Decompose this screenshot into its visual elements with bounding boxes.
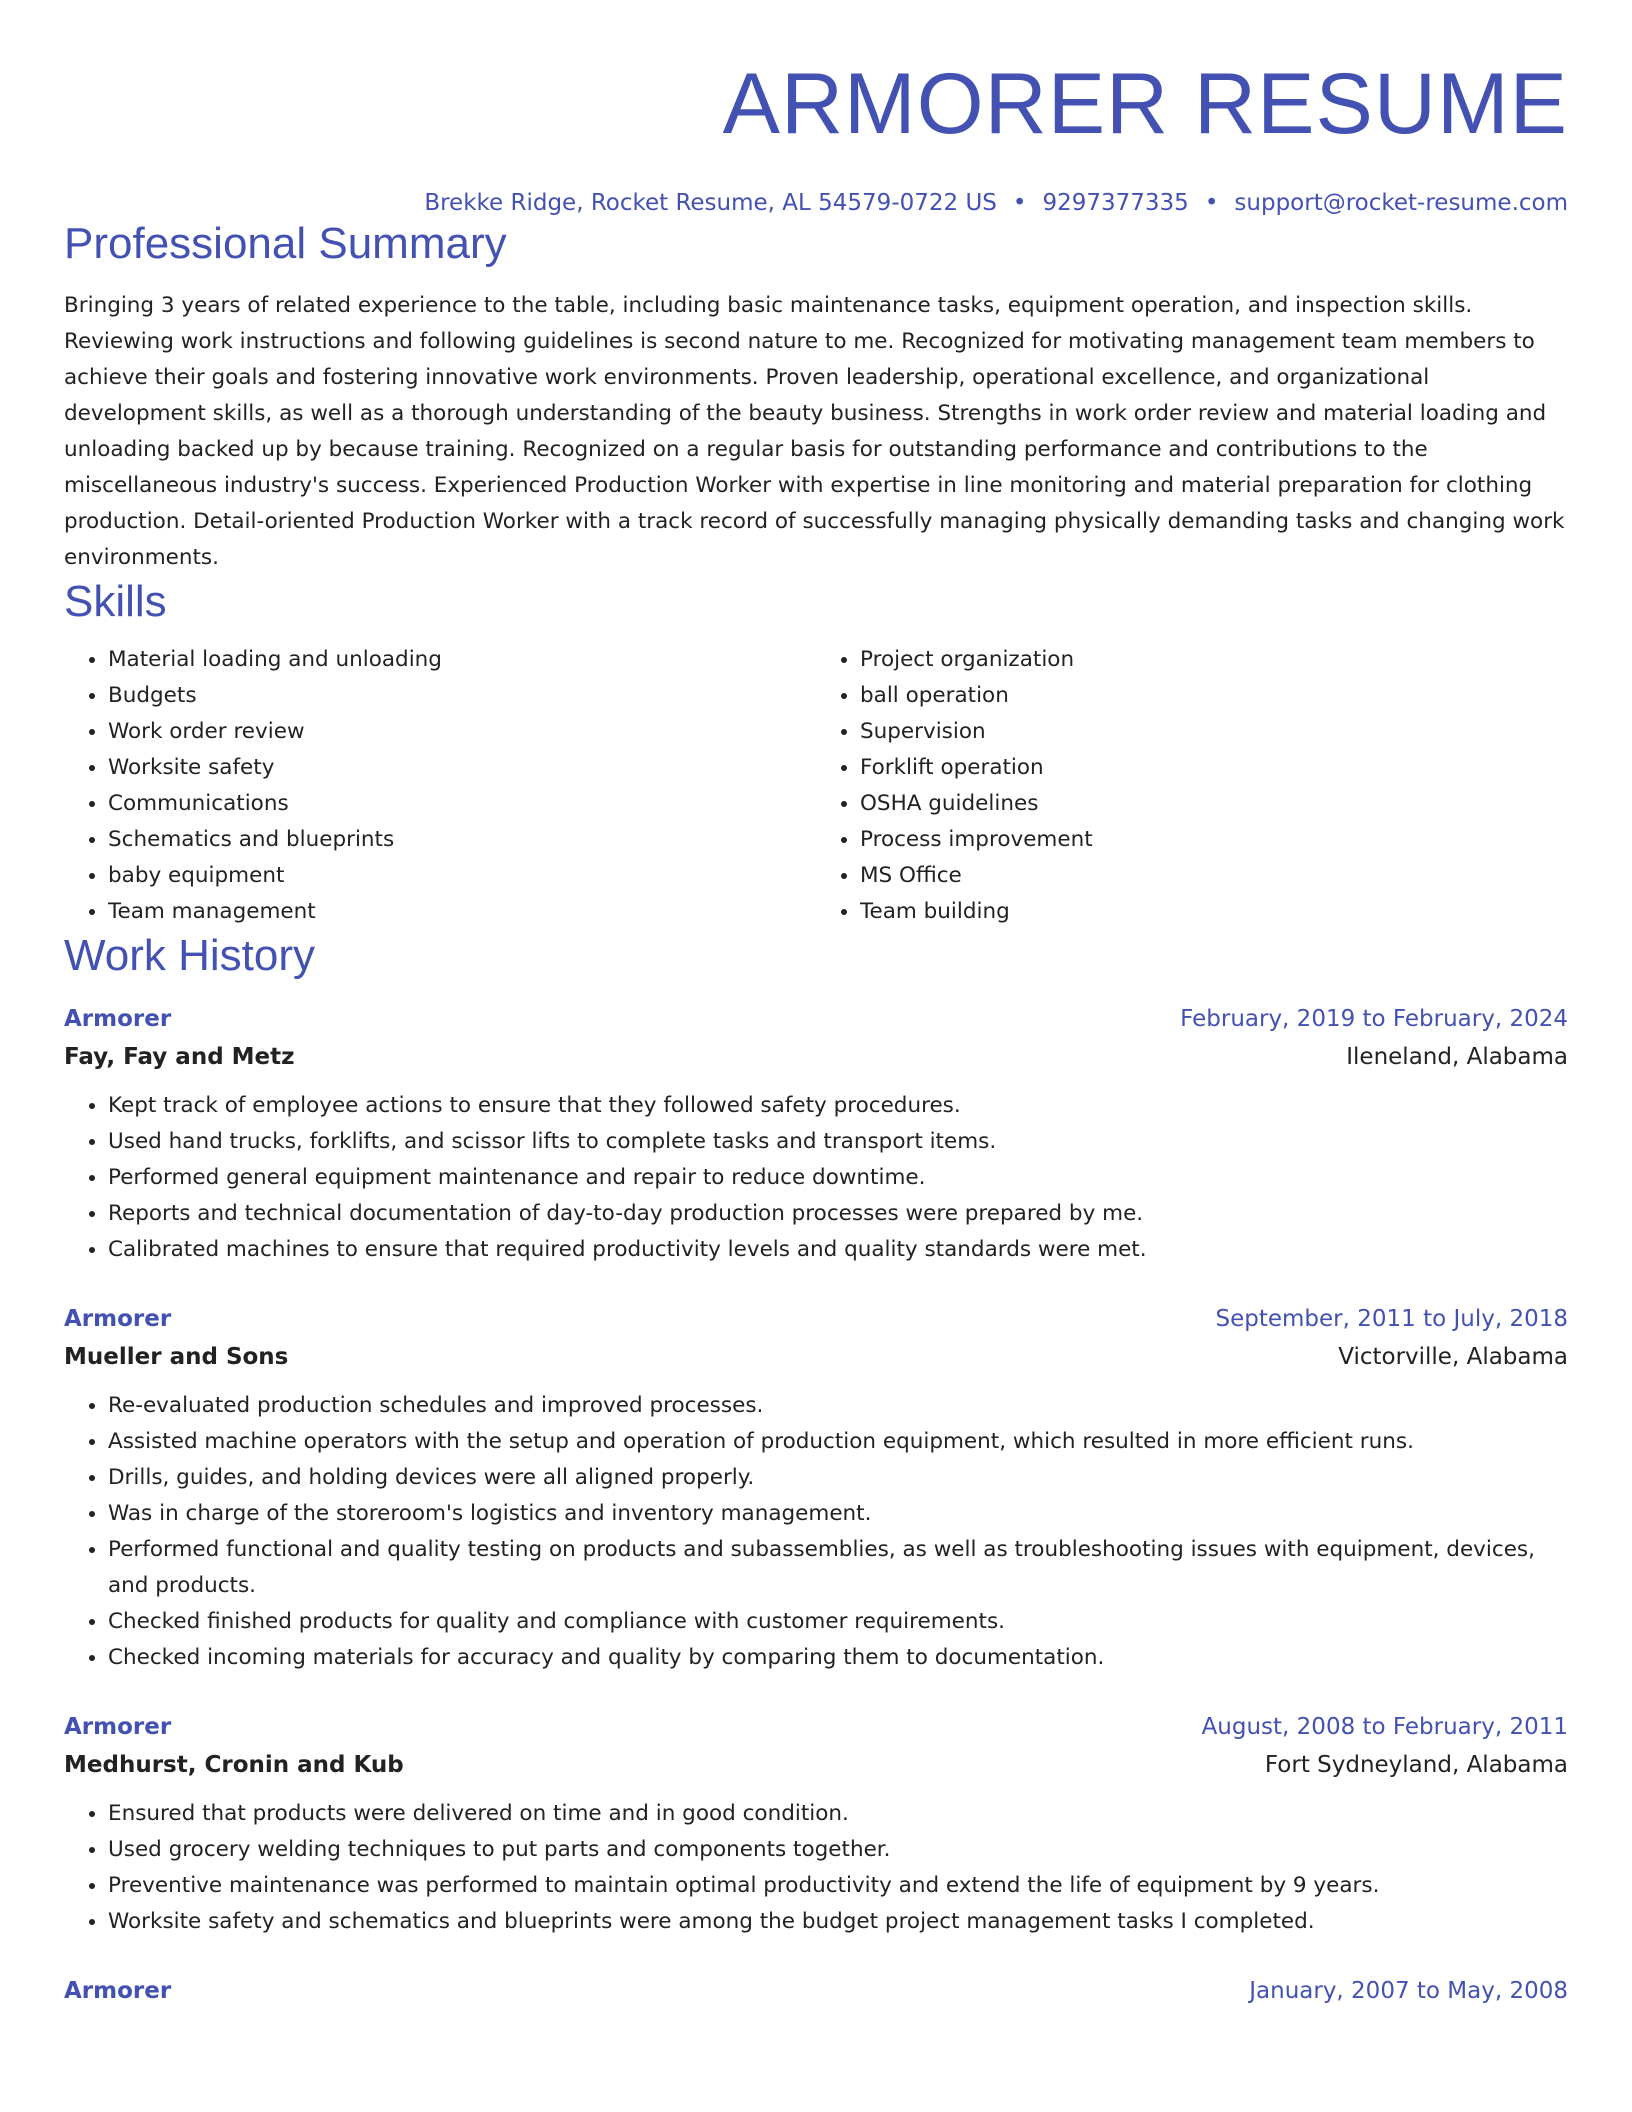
duty-item: • Ensured that products were delivered on time and in good condition. (108, 1796, 1568, 1832)
work-history-heading: Work History (64, 931, 315, 980)
job-entry (64, 1300, 1568, 1676)
skills-column-right (816, 642, 1568, 930)
skills-heading: Skills (64, 577, 167, 626)
duty-item: • Used hand trucks, forklifts, and scissor lifts to complete tasks and transport items. (108, 1124, 1568, 1160)
duty-item: • Preventive maintenance was performed to maintain optimal productivity and extend the life of equipment by 9 years. (108, 1868, 1568, 1904)
duty-item: • Checked incoming materials for accuracy and quality by comparing them to documentation. (108, 1640, 1568, 1676)
contact-address: Brekke Ridge, Rocket Resume, AL 54579-0722 US (424, 190, 997, 216)
job-title: Armorer (64, 1978, 172, 2004)
skill-item: • Supervision (860, 714, 1568, 750)
contact-phone: 9297377335 (1042, 190, 1189, 216)
job-company: Medhurst, Cronin and Kub (64, 1752, 404, 1778)
resume-title: ARMORER RESUME (722, 56, 1568, 152)
contact-email[interactable]: support@rocket-resume.com (1234, 190, 1568, 216)
skill-item: • MS Office (860, 858, 1568, 894)
duty-item: • Reports and technical documentation of day-to-day production processes were prepared by me. (108, 1196, 1568, 1232)
job-dates: January, 2007 to May, 2008 (1249, 1978, 1568, 2004)
skill-item: • Schematics and blueprints (108, 822, 816, 858)
duty-item: • Performed functional and quality testing on products and subassemblies, as well as troubleshooting issues with equipment, devices, and products. (108, 1532, 1568, 1604)
duty-item: • Checked finished products for quality and compliance with customer requirements. (108, 1604, 1568, 1640)
job-entry (64, 1972, 1568, 2010)
skills-column-left (64, 642, 816, 930)
duty-item: • Was in charge of the storeroom's logistics and inventory management. (108, 1496, 1568, 1532)
duty-item: • Re-evaluated production schedules and improved processes. (108, 1388, 1568, 1424)
skill-item: • Material loading and unloading (108, 642, 816, 678)
summary-text: Bringing 3 years of related experience to the table, including basic maintenance tasks, equipment operation, and inspection skills. Reviewing work instructions and following guidelines is second nature to me. Recognized for motivating management team members to achieve their goals and fostering innovative work environments. Proven leadership, operational excellence, and organizational development skills, as well as a thorough understanding of the beauty business. Strengths in work order review and material loading and unloading backed up by because training. Recognized on a regular basis for outstanding performance and contributions to the miscellaneous industry's success. Experienced Production Worker with expertise in line monitoring and material preparation for clothing production. Detail-oriented Production Worker with a track record of successfully managing physically demanding tasks and changing work environments. (64, 293, 1565, 570)
job-duties (64, 1388, 1568, 1676)
job-location: Ileneland, Alabama (1346, 1044, 1568, 1070)
job-company: Fay, Fay and Metz (64, 1044, 295, 1070)
skill-item: • baby equipment (108, 858, 816, 894)
job-title: Armorer (64, 1306, 172, 1332)
skill-item: • Budgets (108, 678, 816, 714)
job-duties (64, 1088, 1568, 1268)
skill-item: • Team management (108, 894, 816, 930)
duty-item: • Performed general equipment maintenance and repair to reduce downtime. (108, 1160, 1568, 1196)
duty-item: • Drills, guides, and holding devices were all aligned properly. (108, 1460, 1568, 1496)
job-entry (64, 1708, 1568, 1940)
duty-item: • Kept track of employee actions to ensure that they followed safety procedures. (108, 1088, 1568, 1124)
skill-item: • Project organization (860, 642, 1568, 678)
job-location: Fort Sydneyland, Alabama (1264, 1752, 1568, 1778)
job-company: Mueller and Sons (64, 1344, 289, 1370)
duty-item: • Calibrated machines to ensure that required productivity levels and quality standards were met. (108, 1232, 1568, 1268)
skill-item: • ball operation (860, 678, 1568, 714)
skill-item: • Process improvement (860, 822, 1568, 858)
contact-separator: • (1012, 190, 1027, 216)
job-duties (64, 1796, 1568, 1940)
duty-item: • Used grocery welding techniques to put parts and components together. (108, 1832, 1568, 1868)
skills-list (64, 642, 1568, 930)
skill-item: • Team building (860, 894, 1568, 930)
skill-item: • Worksite safety (108, 750, 816, 786)
skill-item: • Communications (108, 786, 816, 822)
job-location: Victorville, Alabama (1338, 1344, 1568, 1370)
skill-item: • OSHA guidelines (860, 786, 1568, 822)
job-title: Armorer (64, 1714, 172, 1740)
job-title: Armorer (64, 1006, 172, 1032)
job-dates: September, 2011 to July, 2018 (1215, 1306, 1568, 1332)
skill-item: • Work order review (108, 714, 816, 750)
job-dates: February, 2019 to February, 2024 (1180, 1006, 1568, 1032)
skill-item: • Forklift operation (860, 750, 1568, 786)
duty-item: • Worksite safety and schematics and blueprints were among the budget project management tasks I completed. (108, 1904, 1568, 1940)
contact-separator: • (1204, 190, 1219, 216)
duty-item: • Assisted machine operators with the setup and operation of production equipment, which resulted in more efficient runs. (108, 1424, 1568, 1460)
summary-heading: Professional Summary (64, 219, 507, 268)
job-dates: August, 2008 to February, 2011 (1201, 1714, 1568, 1740)
job-entry (64, 1000, 1568, 1268)
contact-line (64, 188, 1568, 218)
